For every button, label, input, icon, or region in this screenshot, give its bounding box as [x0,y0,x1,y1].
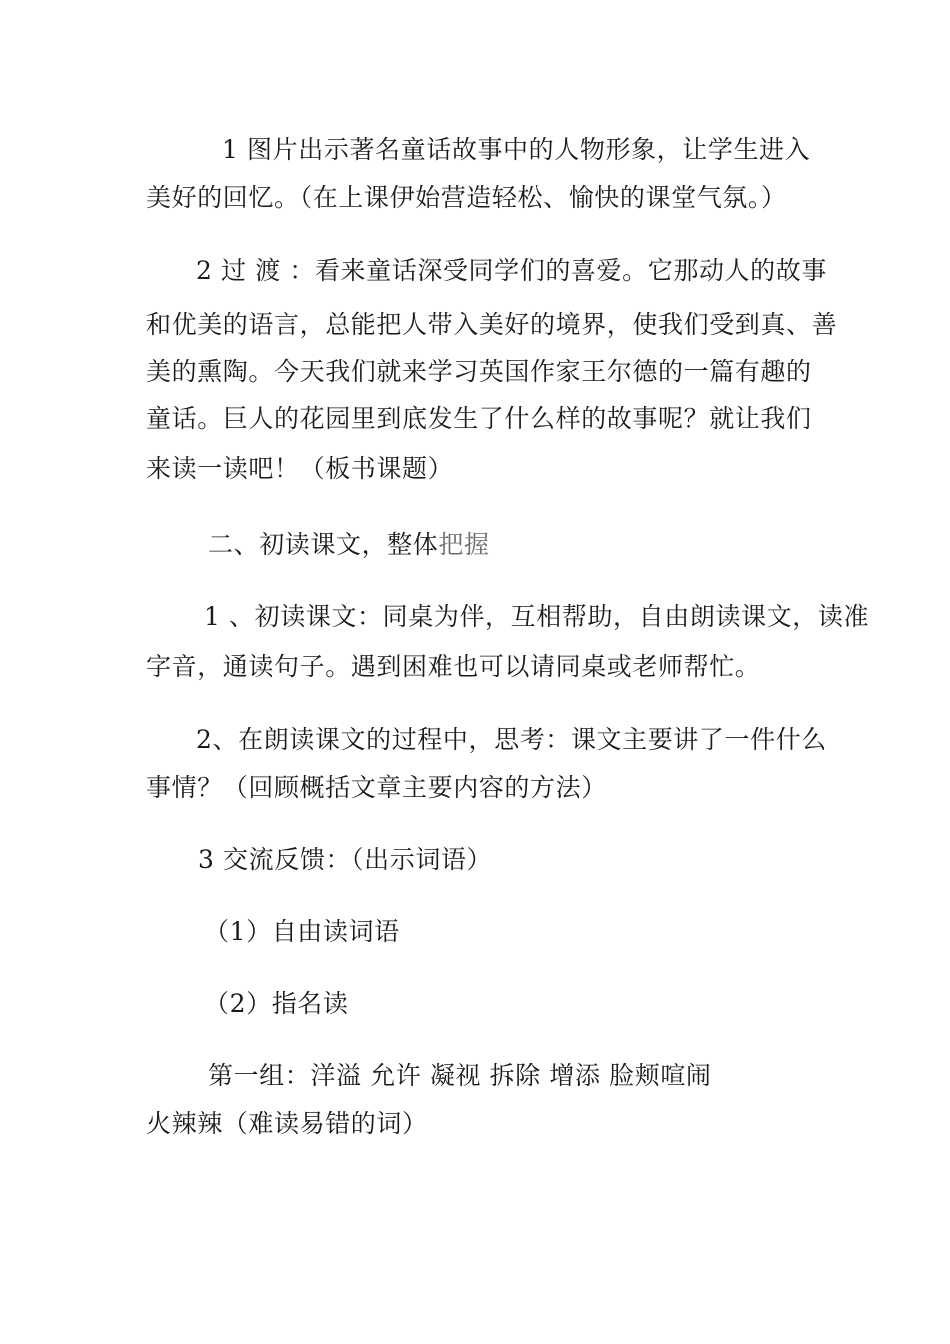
paragraph-2-line-2: 和优美的语言，总能把人带入美好的境界，使我们受到真、善 [146,310,838,339]
section-heading-2-main: 二、初读课文，整体 [208,530,439,559]
paragraph-8-line-2: 火辣辣（难读易错的词） [146,1109,428,1138]
paragraph-3-line-1: 1 、初读课文：同桌为伴，互相帮助，自由朗读课文，读准 [204,602,870,631]
paragraph-2-line-4: 童话。巨人的花园里到底发生了什么样的故事呢？就让我们 [146,404,812,433]
paragraph-2-line-5: 来读一读吧！（板书课题） [146,454,454,483]
paragraph-8-line-1: 第一组：洋溢 允许 凝视 拆除 增添 脸颊喧闹 [208,1061,712,1090]
paragraph-3-line-2: 字音，通读句子。遇到困难也可以请同桌或老师帮忙。 [146,652,761,681]
paragraph-6: （1）自由读词语 [204,917,400,946]
paragraph-2-line-3: 美的熏陶。今天我们就来学习英国作家王尔德的一篇有趣的 [146,357,812,386]
paragraph-2-line-1: 2 过 渡 ：看来童话深受同学们的喜爱。它那动人的故事 [196,256,827,285]
section-heading-2-tail: 把握 [438,530,490,559]
paragraph-7: （2）指名读 [204,989,349,1018]
paragraph-1-line-2: 美好的回忆。（在上课伊始营造轻松、愉快的课堂气氛。） [146,183,787,212]
paragraph-4-line-1: 2、在朗读课文的过程中，思考：课文主要讲了一件什么 [196,725,827,754]
paragraph-1-line-1: 1 图片出示著名童话故事中的人物形象，让学生进入 [222,135,811,164]
section-heading-2 [208,530,490,560]
paragraph-4-line-2: 事情？（回顾概括文章主要内容的方法） [146,773,607,802]
paragraph-5: 3 交流反馈：（出示词语） [198,845,493,874]
